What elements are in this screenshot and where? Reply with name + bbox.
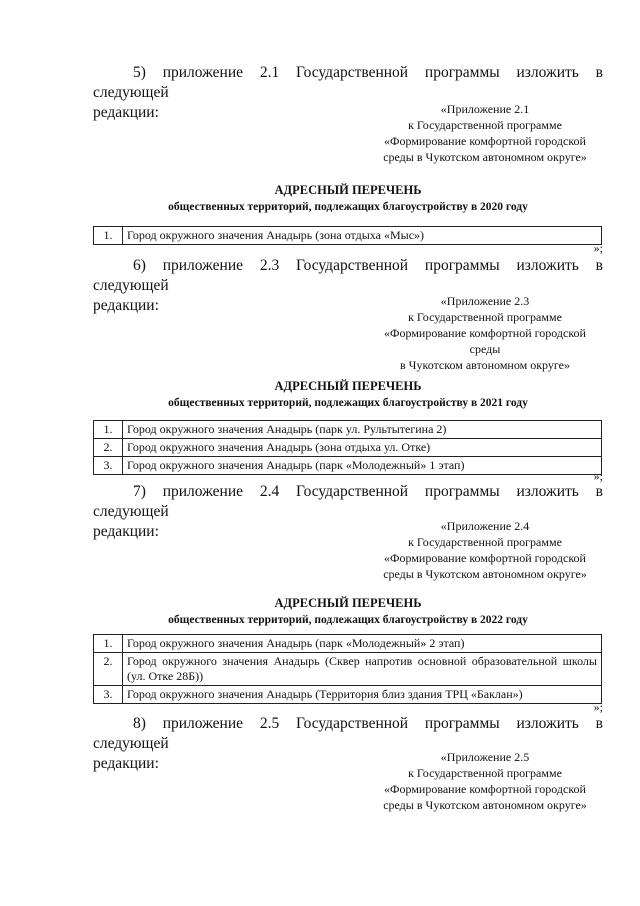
table-row: 2. Город окружного значения Анадырь (Сквер напротив основной образовательной школы (ул. Отке 28Б)) [94, 653, 602, 686]
table-row: 1. Город окружного значения Анадырь (парк ул. Рультытегина 2) [94, 421, 602, 439]
table-row: 2. Город окружного значения Анадырь (зона отдыха ул. Отке) [94, 439, 602, 457]
amendment-item-8: 8) приложение 2.5 Государственной программы изложить в следующей редакции: [93, 715, 603, 772]
table-row: 3. Город окружного значения Анадырь (Территория близ здания ТРЦ «Баклан») [94, 686, 602, 704]
annex-header-2-3: «Приложение 2.3 к Государственной программе «Формирование комфортной городской среды в Чукотском автономном округе» [384, 294, 586, 372]
amendment-item-5: 5) приложение 2.1 Государственной программы изложить в следующей редакции: [93, 64, 603, 121]
list-title-2021: АДРЕСНЫЙ ПЕРЕЧЕНЬ общественных территорий, подлежащих благоустройству в 2021 году [168, 379, 528, 409]
table-row: 1. Город окружного значения Анадырь (парк «Молодежный» 2 этап) [94, 635, 602, 653]
table-row: 1. Город окружного значения Анадырь (зона отдыха «Мыс») [94, 227, 602, 245]
amendment-item-7: 7) приложение 2.4 Государственной программы изложить в следующей редакции: [93, 483, 603, 540]
closing-quote: »; [593, 241, 603, 255]
annex-header-2-5: «Приложение 2.5 к Государственной программе «Формирование комфортной городской среды в Чукотском автономном округе» [383, 750, 587, 812]
list-title-2022: АДРЕСНЫЙ ПЕРЕЧЕНЬ общественных территорий, подлежащих благоустройству в 2022 году [168, 596, 528, 626]
address-table-2020 [93, 226, 602, 245]
table-row: 3. Город окружного значения Анадырь (парк «Молодежный» 1 этап) [94, 457, 602, 475]
closing-quote: »; [593, 469, 603, 483]
amendment-item-6: 6) приложение 2.3 Государственной программы изложить в следующей редакции: [93, 257, 603, 314]
address-table-2021 [93, 420, 602, 475]
closing-quote: »; [593, 700, 603, 714]
list-title-2020: АДРЕСНЫЙ ПЕРЕЧЕНЬ общественных территорий, подлежащих благоустройству в 2020 году [168, 183, 528, 213]
address-table-2022 [93, 634, 602, 704]
annex-header-2-4: «Приложение 2.4 к Государственной программе «Формирование комфортной городской среды в Чукотском автономном округе» [383, 519, 587, 581]
annex-header-2-1: «Приложение 2.1 к Государственной программе «Формирование комфортной городской среды в Чукотском автономном округе» [383, 102, 587, 164]
